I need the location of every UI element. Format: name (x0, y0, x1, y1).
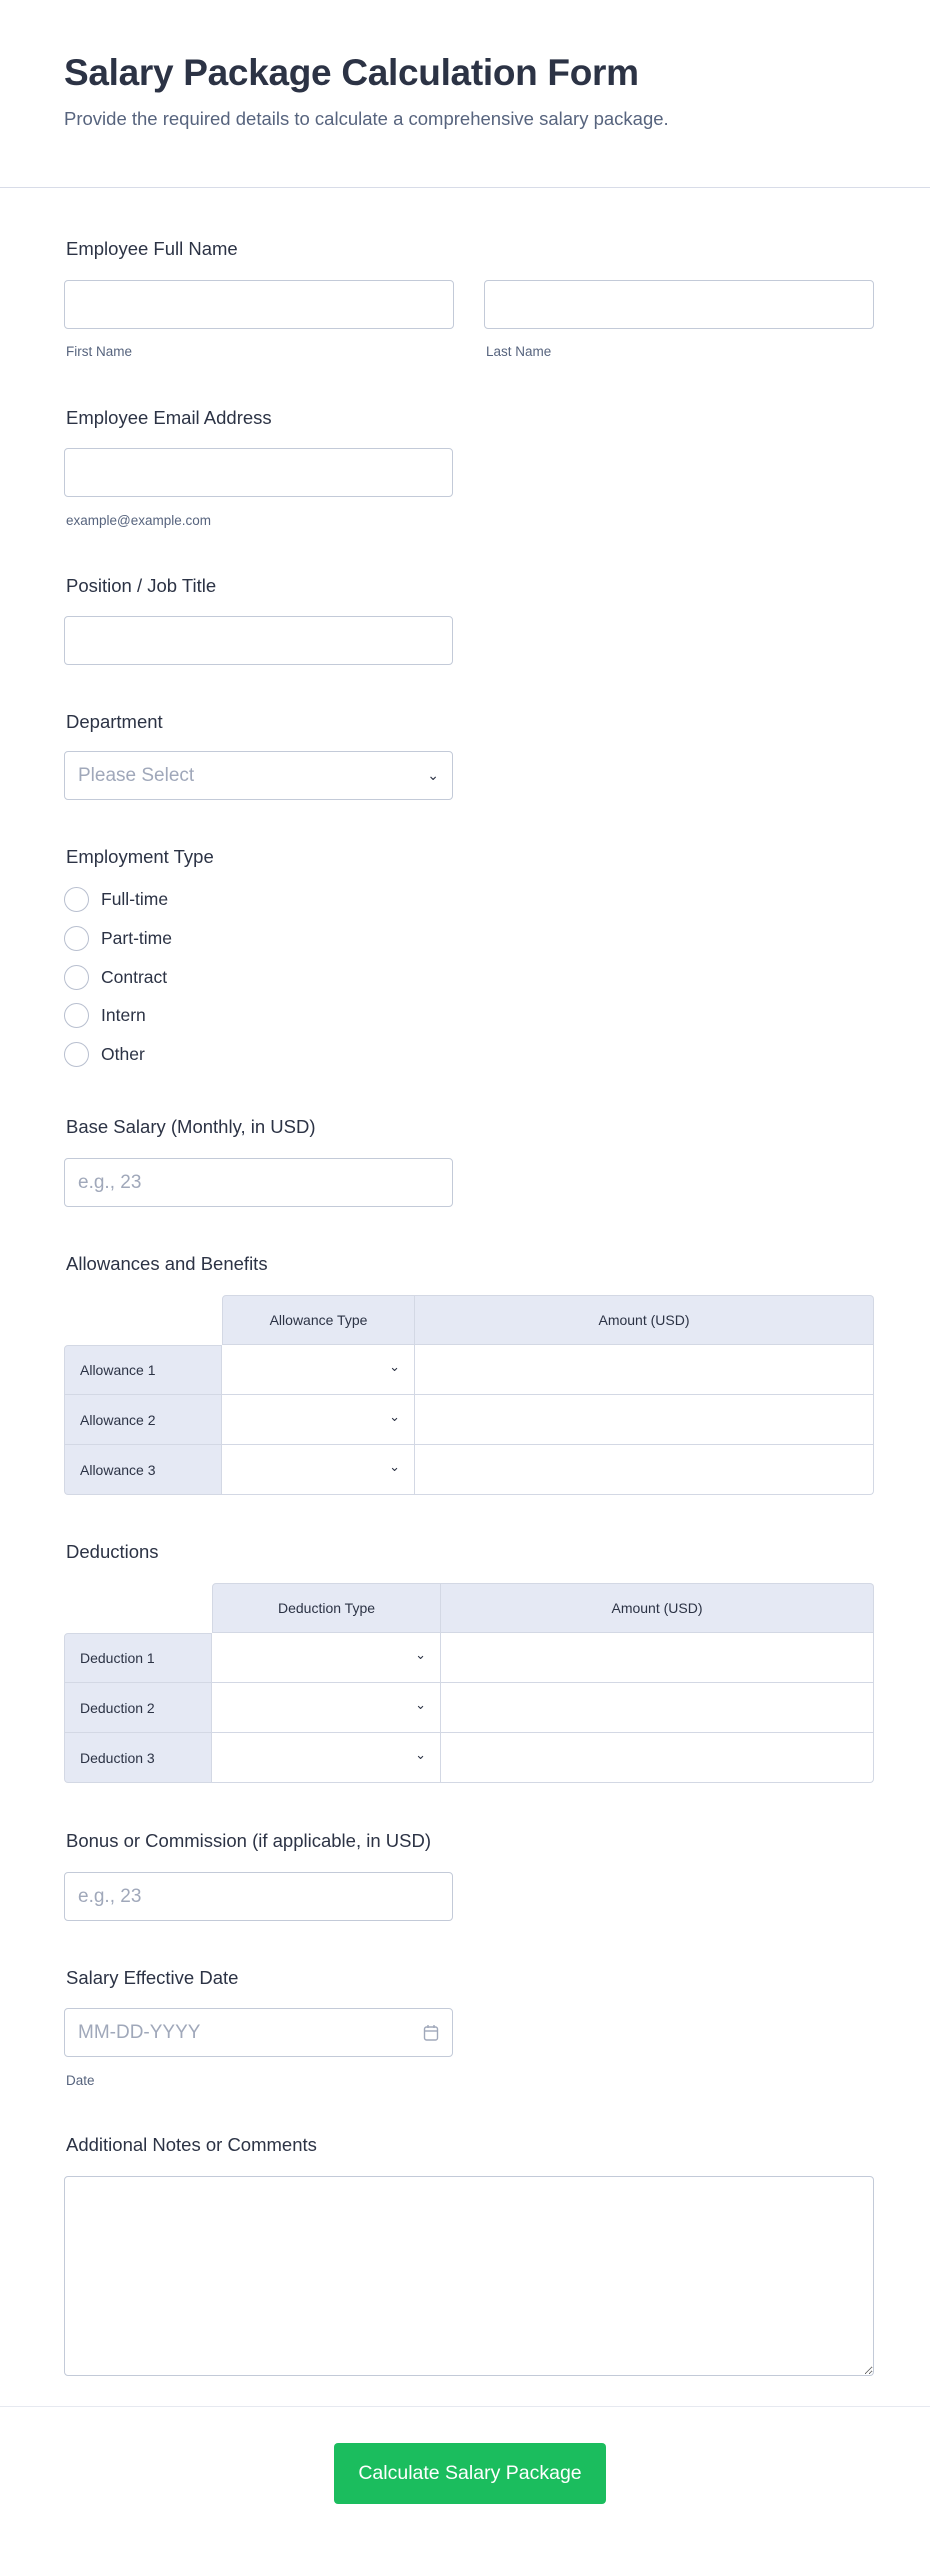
radio-label: Part-time (101, 928, 172, 948)
allowance-type-select[interactable] (222, 1445, 415, 1495)
date-placeholder: MM-DD-YYYY (78, 2021, 201, 2043)
radio-circle[interactable] (64, 1042, 89, 1067)
calendar-icon[interactable] (423, 2024, 439, 2042)
deduction-type-select[interactable] (212, 1633, 441, 1683)
department-select[interactable] (64, 751, 453, 800)
column-header: Allowance Type (222, 1295, 415, 1345)
table-row (64, 1445, 874, 1495)
radio-other[interactable] (64, 1042, 145, 1067)
notes-label: Additional Notes or Comments (66, 2134, 317, 2155)
radio-full-time[interactable] (64, 887, 168, 912)
radio-intern[interactable] (64, 1003, 146, 1028)
column-header: Deduction Type (212, 1583, 441, 1633)
calculate-salary-button[interactable]: Calculate Salary Package (334, 2443, 606, 2504)
deduction-type-select[interactable] (212, 1733, 441, 1783)
divider (0, 2406, 930, 2407)
table-row (64, 1633, 874, 1683)
notes-textarea[interactable] (64, 2176, 874, 2376)
date-label: Salary Effective Date (66, 1967, 239, 1988)
chevron-down-icon: ⌄ (427, 767, 439, 783)
bonus-input[interactable] (64, 1872, 453, 1921)
allowance-amount-input[interactable] (415, 1345, 874, 1395)
bonus-label: Bonus or Commission (if applicable, in USD) (66, 1830, 431, 1851)
row-header: Allowance 2 (64, 1395, 222, 1445)
chevron-down-icon: ⌄ (415, 1647, 426, 1662)
email-sublabel: example@example.com (66, 513, 212, 528)
chevron-down-icon: ⌄ (389, 1409, 400, 1424)
radio-label: Full-time (101, 889, 169, 909)
chevron-down-icon: ⌄ (389, 1359, 400, 1374)
radio-contract[interactable] (64, 965, 167, 990)
row-header: Allowance 3 (64, 1445, 222, 1495)
radio-circle[interactable] (64, 926, 89, 951)
deductions-table (64, 1583, 874, 1783)
radio-label: Contract (101, 967, 168, 987)
allowance-amount-input[interactable] (415, 1445, 874, 1495)
first-name-sublabel: First Name (66, 344, 133, 359)
radio-label: Other (101, 1044, 145, 1064)
employment-type-label: Employment Type (66, 846, 214, 867)
last-name-sublabel: Last Name (486, 344, 552, 359)
allowances-table (64, 1295, 874, 1495)
allowances-label: Allowances and Benefits (66, 1253, 268, 1274)
row-header: Deduction 3 (64, 1733, 212, 1783)
deductions-label: Deductions (66, 1541, 159, 1562)
position-input[interactable] (64, 616, 453, 665)
email-label: Employee Email Address (66, 407, 272, 428)
table-row (64, 1683, 874, 1733)
radio-label: Intern (101, 1005, 146, 1025)
position-label: Position / Job Title (66, 575, 217, 596)
base-salary-input[interactable] (64, 1158, 453, 1207)
chevron-down-icon: ⌄ (415, 1747, 426, 1762)
allowance-type-select[interactable] (222, 1395, 415, 1445)
allowance-type-select[interactable] (222, 1345, 415, 1395)
chevron-down-icon: ⌄ (415, 1697, 426, 1712)
table-row (64, 1395, 874, 1445)
column-header: Amount (USD) (415, 1295, 874, 1345)
allowance-amount-input[interactable] (415, 1395, 874, 1445)
table-row (64, 1345, 874, 1395)
deduction-amount-input[interactable] (441, 1633, 874, 1683)
column-header: Amount (USD) (441, 1583, 874, 1633)
last-name-input[interactable] (484, 280, 874, 329)
email-input[interactable] (64, 448, 453, 497)
first-name-input[interactable] (64, 280, 454, 329)
deduction-amount-input[interactable] (441, 1683, 874, 1733)
department-placeholder: Please Select (78, 764, 195, 786)
deduction-amount-input[interactable] (441, 1733, 874, 1783)
page-subtitle: Provide the required details to calculate a comprehensive salary package. (64, 108, 669, 129)
row-header: Deduction 1 (64, 1633, 212, 1683)
base-salary-label: Base Salary (Monthly, in USD) (66, 1116, 316, 1137)
chevron-down-icon: ⌄ (389, 1459, 400, 1474)
deduction-type-select[interactable] (212, 1683, 441, 1733)
divider (0, 187, 930, 188)
date-sublabel: Date (66, 2073, 95, 2088)
table-row (64, 1733, 874, 1783)
radio-circle[interactable] (64, 1003, 89, 1028)
radio-circle[interactable] (64, 965, 89, 990)
date-input[interactable] (64, 2008, 453, 2057)
department-label: Department (66, 711, 163, 732)
page-title: Salary Package Calculation Form (64, 52, 639, 93)
row-header: Deduction 2 (64, 1683, 212, 1733)
radio-circle[interactable] (64, 887, 89, 912)
full-name-label: Employee Full Name (66, 238, 238, 259)
row-header: Allowance 1 (64, 1345, 222, 1395)
radio-part-time[interactable] (64, 926, 172, 951)
